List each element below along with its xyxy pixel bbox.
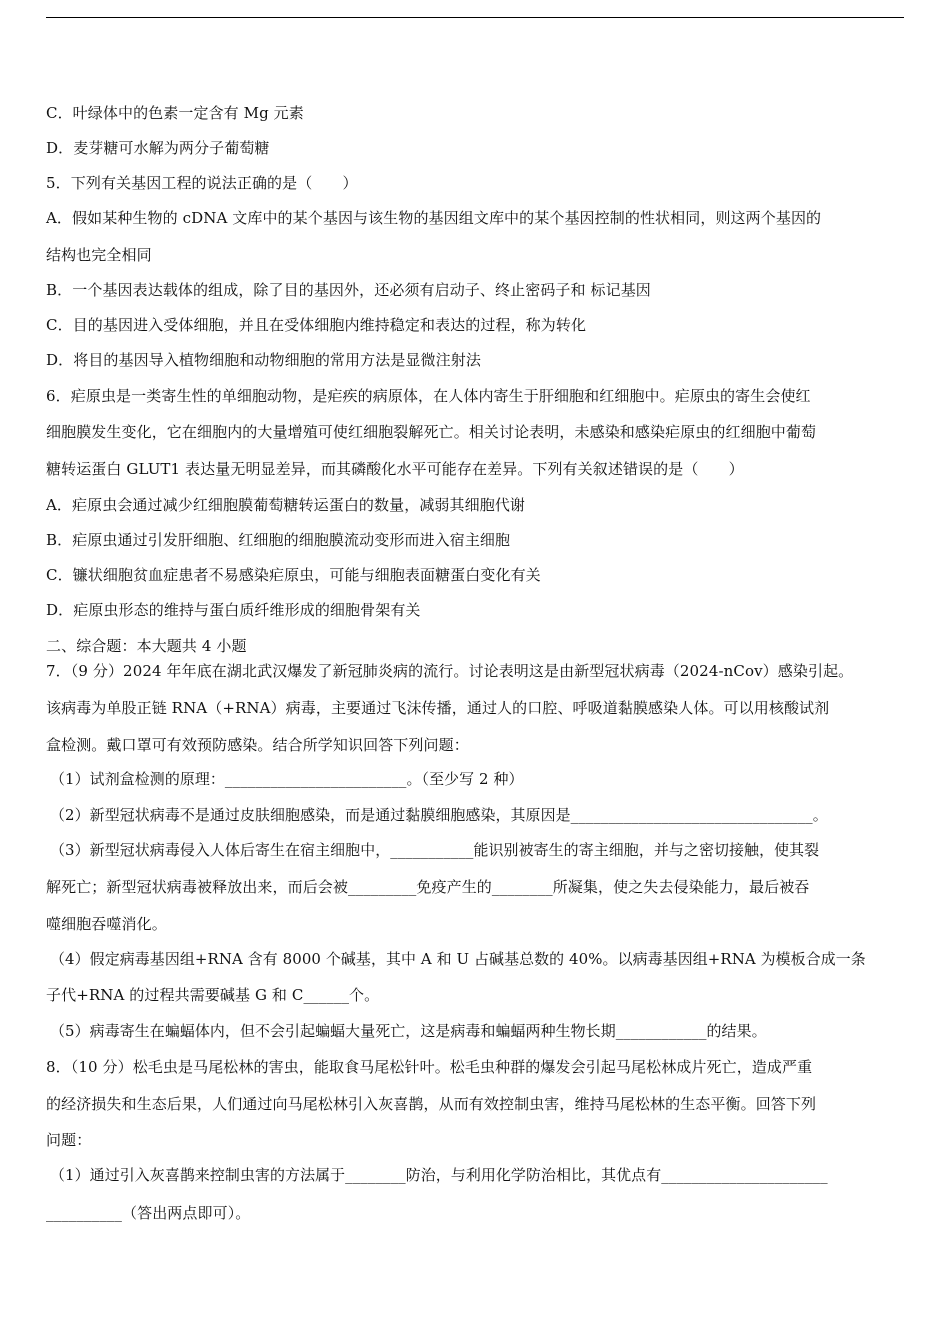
option-6a: A．疟原虫会通过减少红细胞膜葡萄糖转运蛋白的数量，减弱其细胞代谢 xyxy=(46,496,526,514)
question-6-line3: 糖转运蛋白 GLUT1 表达量无明显差异，而其磷酸化水平可能存在差异。下列有关叙述错误的是（ ） xyxy=(46,460,744,478)
option-5d: D．将目的基因导入植物细胞和动物细胞的常用方法是显微注射法 xyxy=(46,351,481,369)
option-6c: C．镰状细胞贫血症患者不易感染疟原虫，可能与细胞表面糖蛋白变化有关 xyxy=(46,566,541,584)
option-4d: D．麦芽糖可水解为两分子葡萄糖 xyxy=(46,139,270,157)
question-7-part1: （1）试剂盒检测的原理：________________________。（至少写 2 种） xyxy=(50,770,524,788)
section-heading: 二、综合题：本大题共 4 小题 xyxy=(46,637,247,655)
question-8-part1-line1: （1）通过引入灰喜鹊来控制虫害的方法属于________防治，与利用化学防治相比，其优点有______________________ xyxy=(50,1166,828,1184)
option-6b: B．疟原虫通过引发肝细胞、红细胞的细胞膜流动变形而进入宿主细胞 xyxy=(46,531,511,549)
question-7-part4-line2: 子代+RNA 的过程共需要碱基 G 和 C______个。 xyxy=(46,986,380,1004)
question-7-part5: （5）病毒寄生在蝙蝠体内，但不会引起蝙蝠大量死亡，这是病毒和蝙蝠两种生物长期____________的结果。 xyxy=(50,1022,767,1040)
option-5b: B．一个基因表达载体的组成，除了目的基因外，还必须有启动子、终止密码子和 标记基因 xyxy=(46,281,651,299)
question-8-line3: 问题： xyxy=(46,1131,92,1149)
question-7-line3: 盒检测。戴口罩可有效预防感染。结合所学知识回答下列问题： xyxy=(46,736,469,754)
header-rule xyxy=(46,17,904,18)
question-7-part3-line3: 噬细胞吞噬消化。 xyxy=(46,915,167,933)
question-8-part1-line2: __________（答出两点即可）。 xyxy=(46,1204,251,1222)
question-8-line2: 的经济损失和生态后果，人们通过向马尾松林引入灰喜鹊，从而有效控制虫害，维持马尾松林的生态平衡。回答下列 xyxy=(46,1095,817,1113)
option-5c: C．目的基因进入受体细胞，并且在受体细胞内维持稳定和表达的过程，称为转化 xyxy=(46,316,587,334)
question-8-line1: 8．（10 分）松毛虫是马尾松林的害虫，能取食马尾松针叶。松毛虫种群的爆发会引起马尾松林成片死亡，造成严重 xyxy=(46,1058,813,1076)
option-5a-line2: 结构也完全相同 xyxy=(46,246,152,264)
question-6-line2: 细胞膜发生变化，它在细胞内的大量增殖可使红细胞裂解死亡。相关讨论表明，未感染和感染疟原虫的红细胞中葡萄 xyxy=(46,423,817,441)
option-6d: D．疟原虫形态的维持与蛋白质纤维形成的细胞骨架有关 xyxy=(46,601,421,619)
option-4c: C．叶绿体中的色素一定含有 Mg 元素 xyxy=(46,104,304,122)
question-7-part2: （2）新型冠状病毒不是通过皮肤细胞感染，而是通过黏膜细胞感染，其原因是________________________________。 xyxy=(50,806,828,824)
option-5a-line1: A．假如某种生物的 cDNA 文库中的某个基因与该生物的基因组文库中的某个基因控制的性状相同，则这两个基因的 xyxy=(46,209,822,227)
question-7-line2: 该病毒为单股正链 RNA（+RNA）病毒，主要通过飞沫传播，通过人的口腔、呼吸道黏膜感染人体。可以用核酸试剂 xyxy=(46,699,830,717)
question-7-part3-line1: （3）新型冠状病毒侵入人体后寄生在宿主细胞中，___________能识别被寄生的寄主细胞，并与之密切接触，使其裂 xyxy=(50,841,820,859)
question-7-part3-line2: 解死亡；新型冠状病毒被释放出来，而后会被_________免疫产生的________所凝集，使之失去侵染能力，最后被吞 xyxy=(46,878,810,896)
question-6-line1: 6．疟原虫是一类寄生性的单细胞动物，是疟疾的病原体，在人体内寄生于肝细胞和红细胞中。疟原虫的寄生会使红 xyxy=(46,387,811,405)
question-7-line1: 7．（9 分）2024 年年底在湖北武汉爆发了新冠肺炎病的流行。讨论表明这是由新型冠状病毒（2024-nCov）感染引起。 xyxy=(46,662,854,680)
question-7-part4-line1: （4）假定病毒基因组+RNA 含有 8000 个碱基，其中 A 和 U 占碱基总数的 40%。以病毒基因组+RNA 为模板合成一条 xyxy=(50,950,866,968)
question-5-stem: 5．下列有关基因工程的说法正确的是（ ） xyxy=(46,174,358,192)
